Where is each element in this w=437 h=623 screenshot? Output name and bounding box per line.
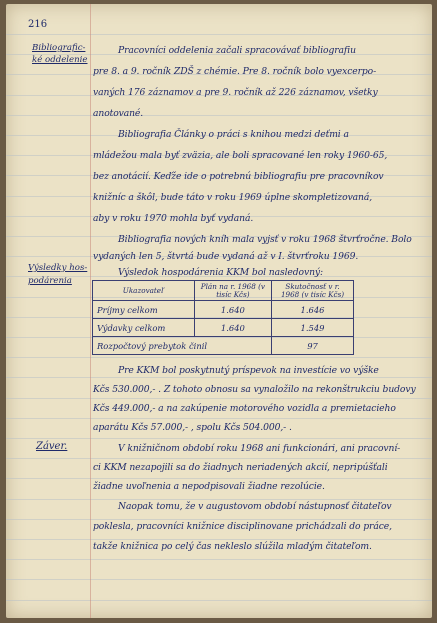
- results-table: [92, 280, 354, 355]
- paragraph-line: pre 8. a 9. ročník ZDŠ z chémie. Pre 8. ročník bolo vyexcerpo-: [93, 66, 377, 77]
- ruled-line: [6, 499, 432, 500]
- paragraph-line: anotované.: [93, 108, 144, 119]
- table-cell: 1.646: [272, 301, 354, 319]
- paragraph-line: ci KKM nezapojili sa do žiadnych neriadených akcií, nepripúšťali: [93, 462, 388, 473]
- table-row: [93, 319, 354, 337]
- paragraph-line: Pracovníci oddelenia začali spracovávať bibliografiu: [118, 45, 356, 56]
- table-cell: Rozpočtový prebytok činil: [93, 337, 272, 355]
- table-row: [93, 301, 354, 319]
- ruled-line: [6, 539, 432, 540]
- ruled-line: [6, 115, 432, 116]
- paragraph-line: Bibliografia nových kníh mala vyjsť v roku 1968 štvrťročne. Bolo: [118, 234, 412, 245]
- ruled-line: [6, 519, 432, 520]
- table-cell: 97: [272, 337, 354, 355]
- ruled-line: [6, 418, 432, 419]
- table-header: Ukazovateľ: [93, 281, 195, 301]
- ruled-line: [6, 600, 432, 601]
- paragraph-line: poklesla, pracovníci knižnice disciplinovane prichádzali do práce,: [93, 521, 392, 532]
- paragraph-line: takže knižnica po celý čas nekleslo slúžila mladým čitateľom.: [93, 541, 372, 552]
- paragraph-line: žiadne uvoľnenia a nepodpisovali žiadne rezolúcie.: [93, 481, 325, 492]
- margin-note-results-1: Výsledky hos-: [28, 263, 88, 273]
- paragraph-line: mládežou mala byť zväzia, ale boli spracované len roky 1960-65,: [93, 150, 388, 161]
- ruled-line: [6, 357, 432, 358]
- notebook-page: [6, 4, 432, 618]
- paragraph-line: Bibliografia Články o práci s knihou medzi deťmi a: [118, 129, 349, 140]
- margin-line: [90, 4, 91, 618]
- paragraph-line: vaných 176 záznamov a pre 9. ročník až 226 záznamov, všetky: [93, 87, 378, 98]
- paragraph-line: aby v roku 1970 mohla byť vydaná.: [93, 213, 254, 224]
- table-header: Plán na r. 1968 (v tisíc Kčs): [194, 281, 271, 301]
- ruled-line: [6, 398, 432, 399]
- table-cell: 1.549: [272, 319, 354, 337]
- table-cell: Výdavky celkom: [93, 319, 195, 337]
- ruled-line: [6, 559, 432, 560]
- margin-note-conclusion: Záver.: [36, 441, 68, 452]
- ruled-line: [6, 458, 432, 459]
- paragraph-line: vydaných len 5, štvrtá bude vydaná až v I. štvrťroku 1969.: [93, 251, 359, 262]
- results-intro: Výsledok hospodárenia KKM bol nasledovný:: [118, 267, 323, 278]
- ruled-line: [6, 478, 432, 479]
- paragraph-line: Kčs 449.000,- a na zakúpenie motorového vozidla a premietacieho: [93, 403, 396, 414]
- table-cell: 1.640: [194, 301, 271, 319]
- paragraph-line: aparátu Kčs 57.000,- , spolu Kčs 504.000,- .: [93, 422, 292, 433]
- margin-note-bibliography-2: ké oddelenie: [32, 55, 88, 65]
- page-number: 216: [28, 19, 48, 30]
- table-header-row: [93, 281, 354, 301]
- table-header: Skutočnosť v r. 1968 (v tisíc Kčs): [272, 281, 354, 301]
- paragraph-line: knižníc a škôl, bude táto v roku 1969 úplne skompletizovaná,: [93, 192, 373, 203]
- paragraph-line: Kčs 530.000,- . Z tohoto obnosu sa vynaložilo na rekonštrukciu budovy: [93, 384, 416, 395]
- table-cell: Príjmy celkom: [93, 301, 195, 319]
- margin-note-results-2: podárenia: [28, 276, 72, 286]
- ruled-line: [6, 377, 432, 378]
- table-cell: 1.640: [194, 319, 271, 337]
- table-row: [93, 337, 354, 355]
- ruled-line: [6, 579, 432, 580]
- margin-note-bibliography-1: Bibliografic-: [32, 43, 86, 53]
- paragraph-line: V knižničnom období roku 1968 ani funkcionári, ani pracovní-: [118, 443, 401, 454]
- ruled-line: [6, 34, 432, 35]
- paragraph-line: Pre KKM bol poskytnutý príspevok na investície vo výške: [118, 365, 379, 376]
- paragraph-line: bez anotácií. Keďže ide o potrebnú bibliografiu pre pracovníkov: [93, 171, 384, 182]
- ruled-line: [6, 438, 432, 439]
- paragraph-line: Naopak tomu, že v augustovom období nástupnosť čitateľov: [118, 501, 392, 512]
